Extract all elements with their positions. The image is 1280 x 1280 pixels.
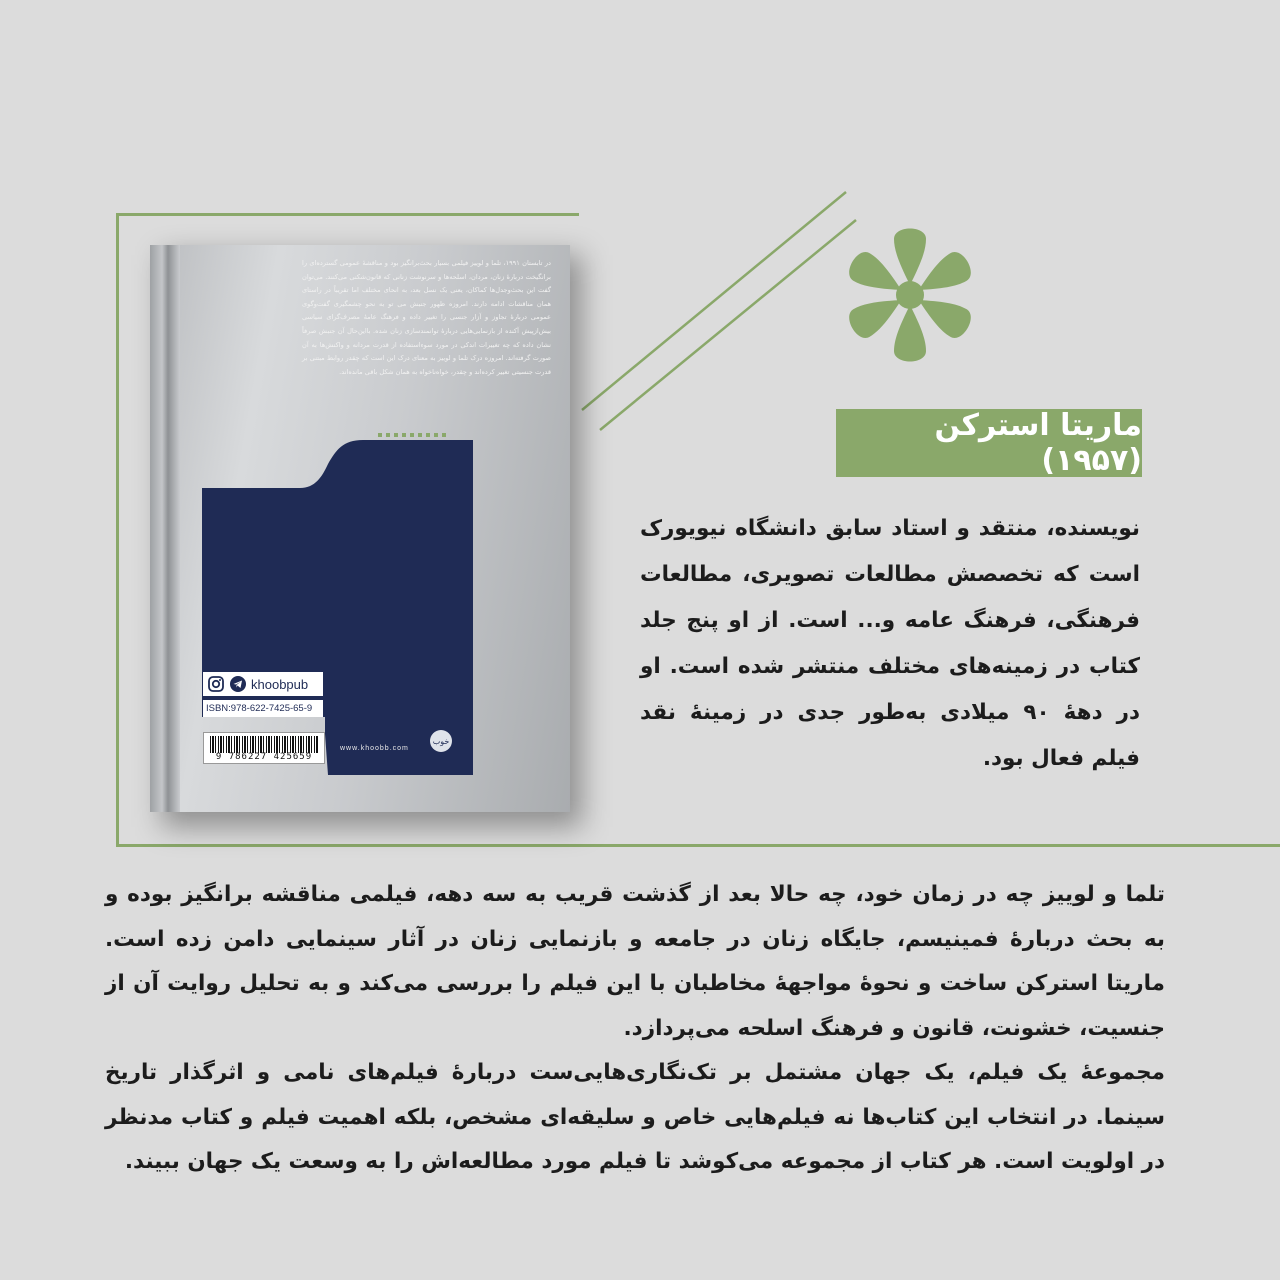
- book-blurb-paragraph: در تابستان ۱۹۹۱، تلما و لوییز فیلمی بسیار بحث‌برانگیز بود و مناقشهٔ عمومی گسترده‌ای را برانگیخت دربارهٔ زنان، مردان، اسلحه‌ها و سرنوشت زنانی که قانون‌شکنی می‌کنند. می‌توان گفت این بحث‌وجدل‌ها کماکان، یعنی یک نسل بعد، به انحای مختلف اما تقریباً در راستای همان مناقشات ادامه دارند. امروزه ظهور جنبش می تو به نحو چشمگیری گفت‌وگوی عمومی دربارهٔ تجاوز و آزار جنسی را تغییر داده و فرهنگ عامهٔ مصرف‌گرای سیاسی بیش‌ازپیش آکنده از بازنمایی‌هایی دربارهٔ توانمندسازی زنان شده. بااین‌حال آن جنبش صرفاً نشان داده که چه تغییرات اندکی در مورد سوءاستفاده از قدرت مردانه و واکنش‌ها به آن صورت گرفته‌اند. امروزه درک تلما و لوییز به معنای درک این است که چقدر روابط مبتنی بر قدرت جنسیتی تغییر کرده‌اند و چقدر، خواه‌ناخواه به همان شکل باقی مانده‌اند.: [302, 259, 551, 376]
- publisher-logo-text: خوب: [432, 736, 450, 746]
- website-label: www.khoobb.com: [340, 745, 409, 752]
- barcode: [203, 732, 325, 764]
- book-blurb: [294, 247, 559, 385]
- social-row: [203, 672, 323, 696]
- isbn-label: ISBN:978-622-7425-65-9: [203, 700, 323, 717]
- diagonal-lines: [560, 180, 860, 440]
- description-paragraph: مجموعهٔ یک فیلم، یک جهان مشتمل بر تک‌نگاری‌هایی‌ست دربارهٔ فیلم‌های نامی و اثرگذار تاریخ سینما. در انتخاب این کتاب‌ها نه فیلم‌هایی خاص و سلیقه‌ای مشخص، بلکه اهمیت فیلم و کتاب مدنظر در اولویت است. هر کتاب از مجموعه می‌کوشد تا فیلم مورد مطالعه‌اش را به وسعت یک جهان ببیند.: [105, 1060, 1165, 1174]
- barcode-number: 9 786227 425659: [215, 752, 313, 762]
- book-back-cover: [150, 245, 570, 812]
- frame-line-left: [116, 213, 119, 846]
- barcode-bars: [210, 736, 318, 753]
- author-bio: نویسنده، منتقد و استاد سابق دانشگاه نیویورک است که تخصصش مطالعات تصویری، مطالعات فرهنگی، فرهنگ عامه و... است. از او پنج جلد کتاب در زمینه‌های مختلف منتشر شده است. او در دههٔ ۹۰ میلادی به‌طور جدی در زمینهٔ نقد فیلم فعال بود.: [640, 516, 1140, 771]
- book-description: [105, 873, 1165, 1185]
- description-paragraph: تلما و لوییز چه در زمان خود، چه حالا بعد از گذشت قریب به سه دهه، فیلمی مناقشه برانگیز بوده و به بحث دربارهٔ فمینیسم، جایگاه زنان در جامعه و بازنمایی زنان در آثار سینمایی دامن زده است. ماریتا استرکن ساخت و نحوهٔ مواجههٔ مخاطبان با این فیلم را بررسی می‌کند و به تحلیل روایت آن از جنسیت، خشونت، قانون و فرهنگ اسلحه می‌پردازد.: [105, 882, 1165, 1041]
- asterisk-flower-icon: [840, 210, 980, 380]
- instagram-icon: [207, 675, 225, 693]
- author-heading-text: ماریتا استرکن (۱۹۵۷): [934, 408, 1142, 478]
- publisher-logo: [430, 730, 452, 752]
- social-handle: khoobpub: [251, 676, 309, 692]
- frame-line-top: [116, 213, 579, 216]
- frame-line-bottom: [116, 844, 1280, 847]
- author-heading: [836, 409, 1142, 477]
- telegram-icon: [229, 675, 247, 693]
